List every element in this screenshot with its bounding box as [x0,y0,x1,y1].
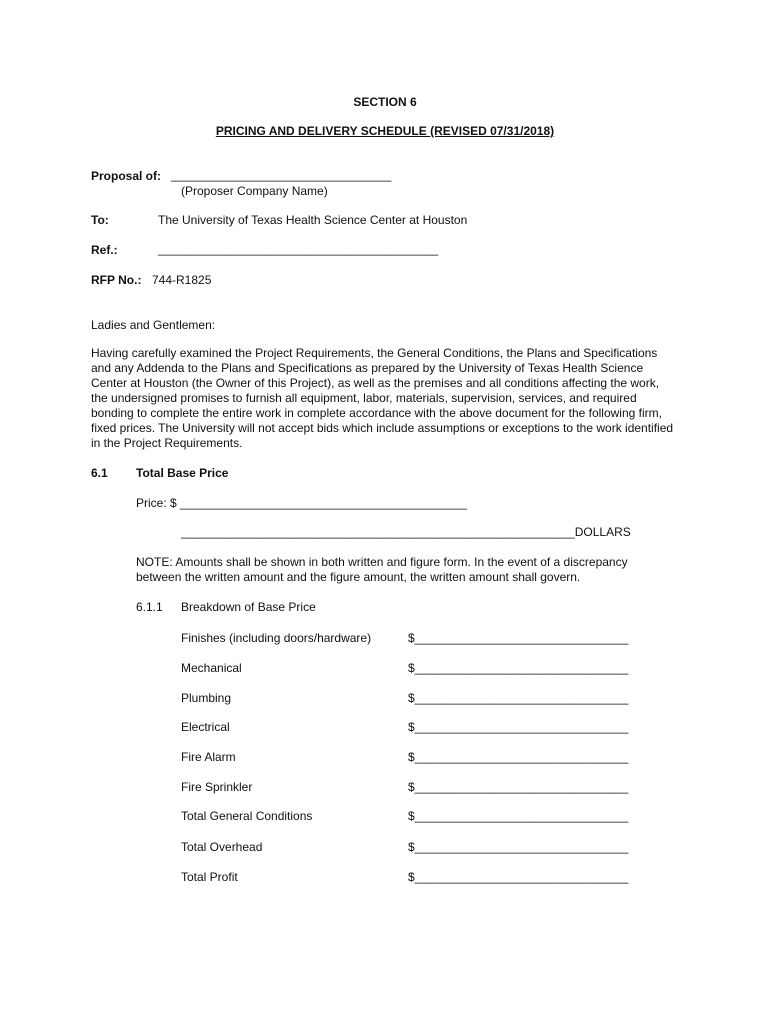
breakdown-item-label: Finishes (including doors/hardware) [181,631,372,645]
section-6-1-number: 6.1 [91,466,108,480]
salutation: Ladies and Gentlemen: [91,318,216,332]
rfp-label: RFP No.: [91,273,142,287]
breakdown-item-label: Total General Conditions [181,809,313,823]
breakdown-item-field[interactable]: $________________________________ [408,720,629,734]
to-value: The University of Texas Health Science Center at Houston [158,213,468,227]
breakdown-item-label: Total Overhead [181,840,263,854]
breakdown-item-field[interactable]: $________________________________ [408,780,629,794]
proposal-blank[interactable]: _________________________________ [171,168,392,182]
breakdown-item-label: Fire Alarm [181,750,236,764]
section-6-1-title: Total Base Price [136,466,229,480]
section-6-1-1-title: Breakdown of Base Price [181,600,316,614]
breakdown-item-field[interactable]: $________________________________ [408,870,629,884]
section-6-1-1-number: 6.1.1 [136,600,163,614]
section-heading: SECTION 6 [353,95,417,109]
breakdown-item-field[interactable]: $________________________________ [408,631,629,645]
breakdown-item-field[interactable]: $________________________________ [408,809,629,823]
ref-blank[interactable]: __________________________________________ [158,242,439,256]
breakdown-item-label: Fire Sprinkler [181,780,253,794]
price-field[interactable]: Price: $ ___________________________________________ [136,496,467,510]
breakdown-item-field[interactable]: $________________________________ [408,750,629,764]
breakdown-item-label: Electrical [181,720,230,734]
breakdown-item-label: Plumbing [181,691,232,705]
document-title: PRICING AND DELIVERY SCHEDULE (REVISED 07/31/2018) [215,124,555,138]
breakdown-item-field[interactable]: $________________________________ [408,661,629,675]
proposal-label: Proposal of: [91,169,162,183]
rfp-value: 744-R1825 [152,273,212,287]
breakdown-item-label: Mechanical [181,661,242,675]
breakdown-item-field[interactable]: $________________________________ [408,840,629,854]
body-paragraph: Having carefully examined the Project Requirements, the General Conditions, the Plans and Specifications and any Addenda to the Plans and Specifications as prepared by the University of Texas Health Science Center at Houston (the Owner of this Project), as well as the premises and all conditions affecting the work, the undersigned promises to furnish all equipment, labor, materials, supervision, services, and required bonding to complete the entire work in complete accordance with the above document for the following firm, fixed prices. The University will not accept bids which include assumptions or exceptions to the work identified in the Project Requirements. [91,346,674,450]
dollars-field[interactable]: ___________________________________________________________DOLLARS [181,525,631,539]
ref-label: Ref.: [91,243,118,257]
breakdown-item-field[interactable]: $________________________________ [408,691,629,705]
proposal-sublabel: (Proposer Company Name) [181,184,328,198]
to-label: To: [91,213,109,227]
breakdown-item-label: Total Profit [181,870,238,884]
note-text: NOTE: Amounts shall be shown in both written and figure form. In the event of a discrepancy between the written amount and the figure amount, the written amount shall govern. [136,555,628,584]
